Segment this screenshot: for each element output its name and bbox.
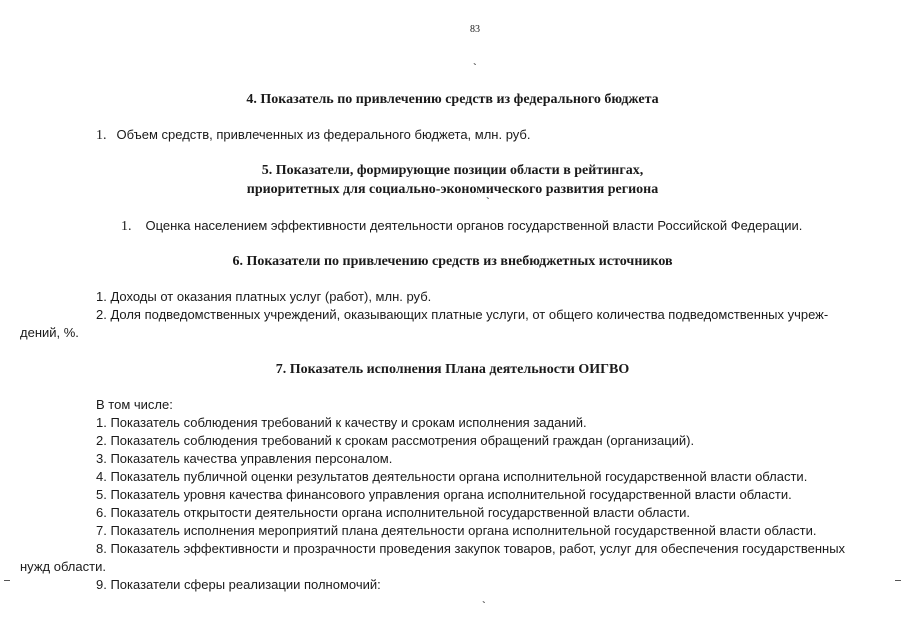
scan-tick-mark: ` [486, 196, 490, 208]
scan-edge-mark-left [4, 580, 10, 581]
item-text: Оценка населением эффективности деятельности органов государственной власти Российской Федерации. [145, 218, 803, 233]
section-7-item-8-cont: нужд области. [20, 559, 106, 574]
scan-edge-mark-right [895, 580, 901, 581]
page-number: 83 [470, 24, 480, 35]
section-4-heading: 4. Показатель по привлечению средств из федерального бюджета [246, 92, 659, 107]
section-7-heading: 7. Показатель исполнения Плана деятельности ОИГВО [275, 362, 630, 377]
item-text: Объем средств, привлеченных из федерального бюджета, млн. руб. [116, 127, 531, 142]
section-7-item-9: 9. Показатели сферы реализации полномочий: [96, 577, 381, 592]
section-7-item-6: 6. Показатель открытости деятельности органа исполнительной государственной власти области. [96, 505, 691, 520]
section-5-item-1 [121, 217, 802, 235]
section-6-line-3: дений, %. [20, 325, 79, 340]
section-6-heading: 6. Показатели по привлечению средств из внебюджетных источников [232, 254, 673, 269]
section-7-item-1: 1. Показатель соблюдения требований к качеству и срокам исполнения заданий. [96, 415, 587, 430]
section-7-item-8: 8. Показатель эффективности и прозрачности проведения закупок товаров, работ, услуг для обеспечения государственных [96, 541, 846, 556]
section-6-line-2: 2. Доля подведомственных учреждений, оказывающих платные услуги, от общего количества подведомственных учреж- [96, 307, 829, 322]
item-number: 1. [121, 219, 132, 234]
section-7-item-3: 3. Показатель качества управления персоналом. [96, 451, 393, 466]
section-7-item-2: 2. Показатель соблюдения требований к срокам рассмотрения обращений граждан (организаций). [96, 433, 695, 448]
section-7-item-5: 5. Показатель уровня качества финансового управления органа исполнительной государственной власти области. [96, 487, 792, 502]
section-5-heading-line-2: приоритетных для социально-экономического развития региона [246, 182, 659, 197]
section-7-item-7: 7. Показатель исполнения мероприятий плана деятельности органа исполнительной государственной власти области. [96, 523, 817, 538]
scan-tick-mark: ` [473, 62, 477, 74]
item-number: 1. [96, 128, 107, 143]
section-5-heading-line-1: 5. Показатели, формирующие позиции области в рейтингах, [261, 163, 644, 178]
scan-tick-mark: ` [482, 600, 486, 612]
section-6-line-1: 1. Доходы от оказания платных услуг (работ), млн. руб. [96, 289, 432, 304]
section-4-item-1 [96, 126, 531, 144]
section-7-item-4: 4. Показатель публичной оценки результатов деятельности органа исполнительной государственной власти области. [96, 469, 808, 484]
section-7-intro: В том числе: [96, 397, 173, 412]
